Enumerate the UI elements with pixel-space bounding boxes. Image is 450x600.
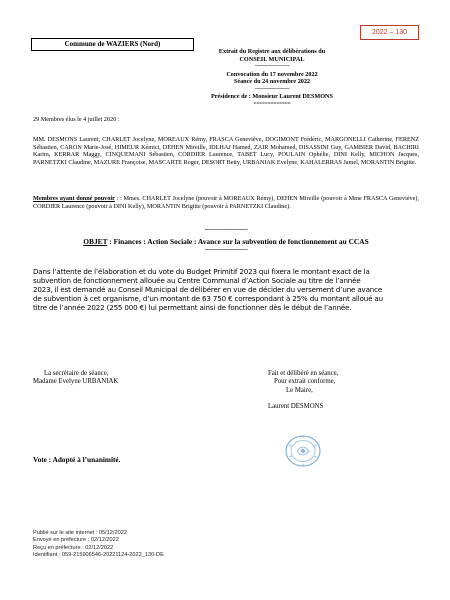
- body-line: de subvention à cet organisme, d’un montant de 63 750 € correspondant à 25% du montant alloué au: [33, 293, 383, 303]
- mayor-name: Laurent DESMONS: [268, 403, 324, 411]
- received-date: Reçu en préfecture : 02/12/2022: [33, 544, 114, 551]
- secretary-name: Madame Evelyne URBANIAK: [33, 378, 119, 386]
- members-proxy: [33, 195, 419, 210]
- transmission-footer: [33, 530, 164, 559]
- body-line: subvention de fonctionnement allouée au Centre Communal d’Action Sociale au titre de l’année: [33, 275, 361, 285]
- body-line: 2023, il est demandé au Conseil Municipal de délibérer en vue de décider du versement d’une avance: [33, 284, 383, 294]
- identifier: Identifiant : 059-215906546-20221124-2022_130-DE: [33, 551, 164, 558]
- proxy-text: : : Mmes. CHARLET Jocelyne (pouvoir à MOREAUX Rémy), DEHEN Mireille (pouvoir à Mme FRASCA Geneviève), CORDIER Laurence (pouvoir à DINI Kelly), MORANTIN Brigitte (pouvoir à PARNETZKI Claudine).: [33, 195, 420, 210]
- council-title: CONSEIL MUNICIPAL: [239, 55, 305, 63]
- members-present: MM. DESMONS Laurent, CHARLET Jocelyne, MOREAUX Rémy, FRASCA Geneviève, DOGIMONT Frédéric, MARGONELLI Catherine, FERENZ Sébastien, CARON Marie-José, HIMEUR Kémici, DEHEN Mireille, IDLHAJ Hamed, ZAIR Mohamed, DISASSINI Guy, GAMBIER David, BACHIRI Karim, KERRAR Maggy, CINQUEMANI Sébastien, CORDIER Laurence, TABET Lucy, POULAIN Ophélie, DINI Kelly, MICHON Jacques, PARNETZKI Claudine, MAZURE Françoise, MASCARTE Roger, DESORT Betty, URBANIAK Evelyne, KAHALERRAS Jamel, MORANTIN Brigitte.: [33, 136, 419, 166]
- body-line: Dans l’attente de l’élaboration et du vote du Budget Primitif 2023 qui fixera le montant exact de la: [33, 267, 370, 276]
- objet-label: OBJET: [83, 237, 108, 246]
- secretary-signature: [33, 370, 173, 387]
- published-date: Publié sur le site internet : 05/12/2022: [33, 530, 127, 536]
- presidence: Présidence de : Monsieur Laurent DESMONS: [211, 93, 333, 100]
- registry-header: [212, 48, 332, 108]
- secretary-role: La secrétaire de séance,: [44, 370, 109, 377]
- vote-result: Vote : Adopté à l’unanimité.: [33, 455, 121, 464]
- objet-text: : Finances : Action Sociale : Avance sur la subvention de fonctionnement au CCAS: [107, 237, 369, 246]
- members-elected: 29 Membres élus le 4 juillet 2020 :: [33, 116, 120, 123]
- separator: =============: [253, 101, 291, 107]
- commune-label: Commune de WAZIERS (Nord): [31, 38, 194, 51]
- body-text: [33, 268, 419, 313]
- separator: -------------------------: [204, 227, 248, 233]
- separator: -------------------------: [204, 247, 248, 253]
- registry-title: Extrait du Registre aux délibérations du: [218, 48, 326, 55]
- mayor-line-extrait: Pour extrait conforme,: [274, 378, 336, 386]
- session-date: Séance du 24 novembre 2022: [233, 78, 311, 85]
- mayor-line-fait: Fait et délibéré en séance,: [268, 370, 339, 377]
- proxy-label: Membres ayant donné pouvoir: [33, 195, 115, 202]
- mayor-signature: [268, 370, 408, 412]
- body-line: titre de l’année 2022 (255 000 €) lui permettant ainsi de fonctionner dès le début de l’année.: [33, 302, 352, 312]
- official-seal-stamp: [283, 433, 323, 469]
- convocation-date: Convocation du 17 novembre 2022: [226, 70, 318, 78]
- separator: ------------------------------: [254, 86, 290, 92]
- mayor-role: Le Maire,: [286, 386, 313, 394]
- objet-title: [33, 237, 419, 246]
- separator: ------------------------------: [254, 64, 290, 69]
- reference-number: 2022 – 130: [360, 25, 419, 40]
- sent-date: Envoyé en préfecture : 02/12/2022: [33, 537, 119, 544]
